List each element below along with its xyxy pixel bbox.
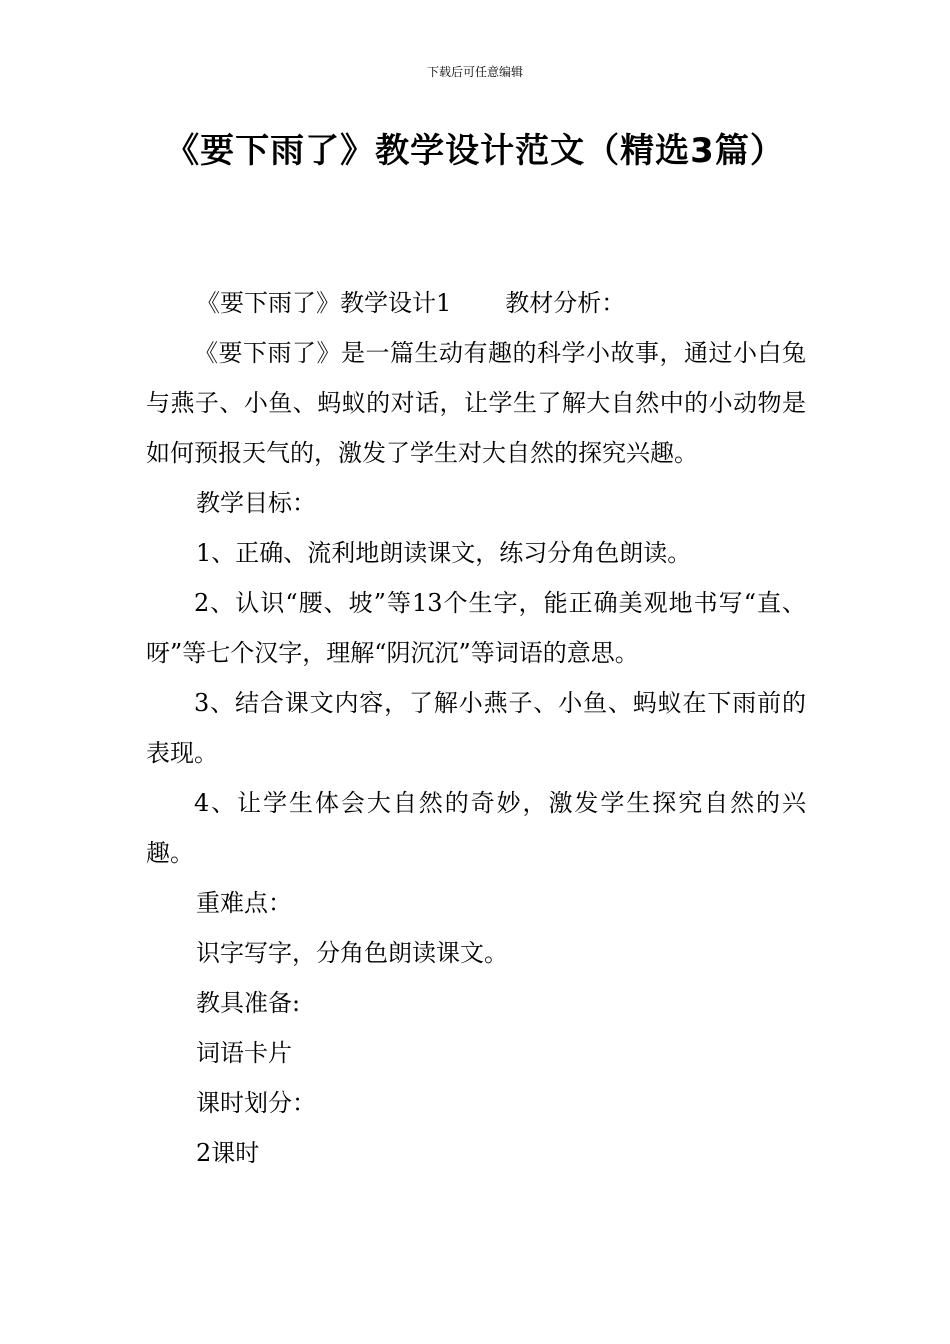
- goal-4: 4、让学生体会大自然的奇妙，激发学生探究自然的兴趣。: [146, 789, 806, 867]
- periods: 2课时: [196, 1139, 260, 1167]
- goal-1: 1、正确、流利地朗读课文，练习分角色朗读。: [196, 539, 692, 567]
- goal-2: 2、认识“腰、坡”等13个生字，能正确美观地书写“直、呀”等七个汉字，理解“阴沉沉”等词语的意思。: [146, 589, 806, 667]
- tools-label: 教具准备:: [196, 989, 301, 1017]
- key-points: 识字写字，分角色朗读课文。: [196, 939, 508, 967]
- design-heading: 《要下雨了》教学设计1: [196, 289, 452, 317]
- periods-label: 课时划分：: [196, 1089, 316, 1117]
- header-note: 下载后可任意编辑: [426, 65, 523, 79]
- analysis-label: 教材分析：: [505, 289, 626, 317]
- intro-paragraph: 《要下雨了》是一篇生动有趣的科学小故事，通过小白兔与燕子、小鱼、蚂蚁的对话，让学生了解大自然中的小动物是如何预报天气的，激发了学生对大自然的探究兴趣。: [146, 339, 806, 467]
- section-heading-line: [146, 278, 806, 328]
- goals-label: 教学目标：: [196, 489, 316, 517]
- tools: 词语卡片: [196, 1039, 292, 1067]
- goal-3: 3、结合课文内容，了解小燕子、小鱼、蚂蚁在下雨前的表现。: [146, 689, 806, 767]
- document-body: [146, 278, 806, 1178]
- document-title: 《要下雨了》教学设计范文（精选3篇）: [165, 131, 785, 171]
- key-points-label: 重难点：: [196, 889, 292, 917]
